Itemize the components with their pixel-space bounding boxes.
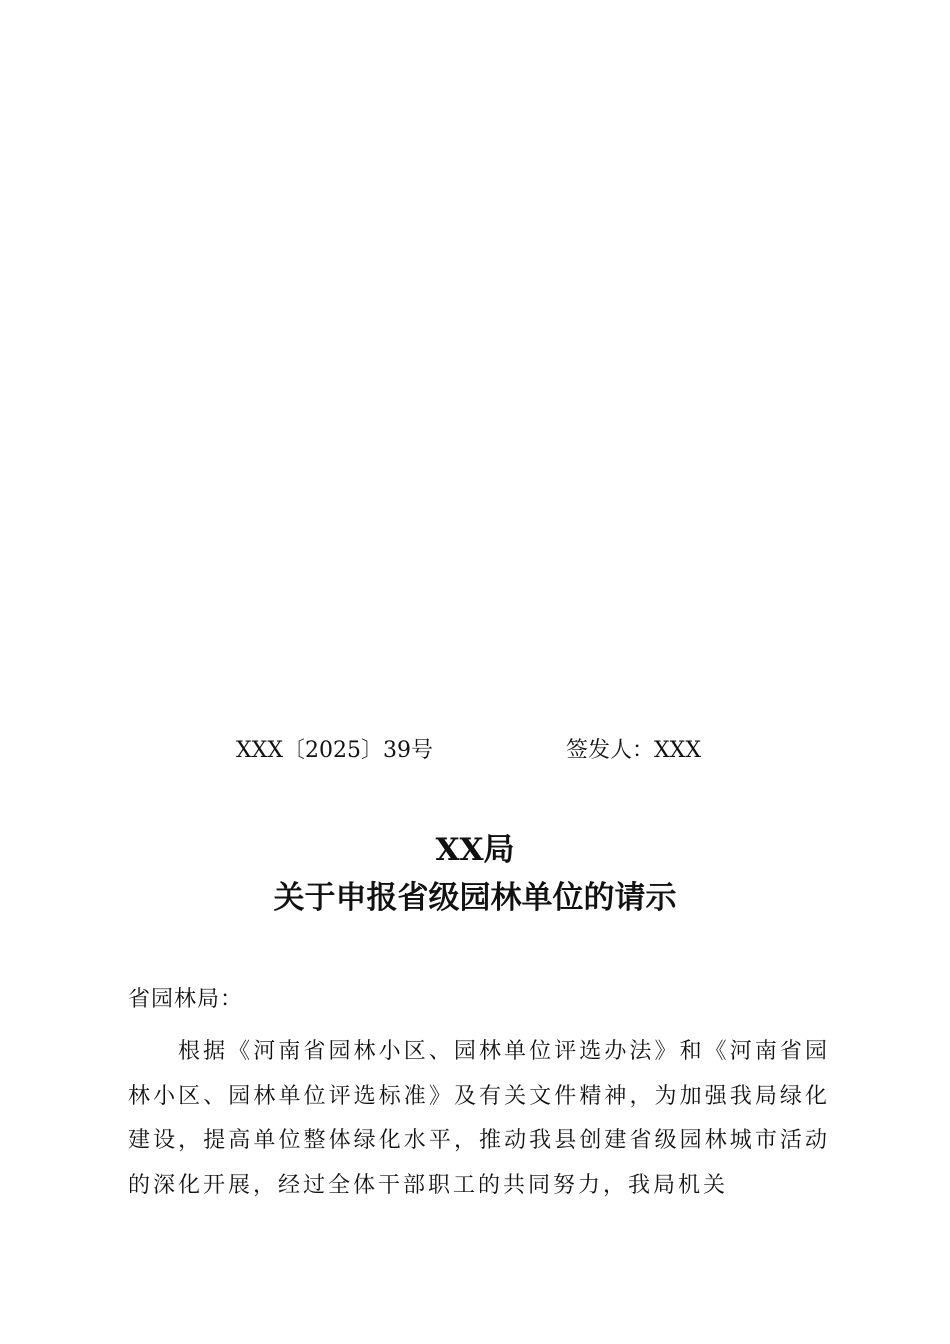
document-header xyxy=(0,734,950,768)
document-title-issuer: XX局 xyxy=(435,832,515,868)
document-number: XXX〔2025〕39号 xyxy=(236,738,433,763)
body-paragraph: 根据《河南省园林小区、园林单位评选办法》和《河南省园林小区、园林单位评选标准》及有关文件精神，为加强我局绿化建设，提高单位整体绿化水平，推动我县创建省级园林城市活动的深化开展，经过全体干部职工的共同努力，我局机关 xyxy=(128,1039,830,1198)
signer-line: 签发人：XXX xyxy=(566,738,701,763)
salutation: 省园林局： xyxy=(128,987,244,1012)
document-title-subject: 关于申报省级园林单位的请示 xyxy=(273,880,677,916)
